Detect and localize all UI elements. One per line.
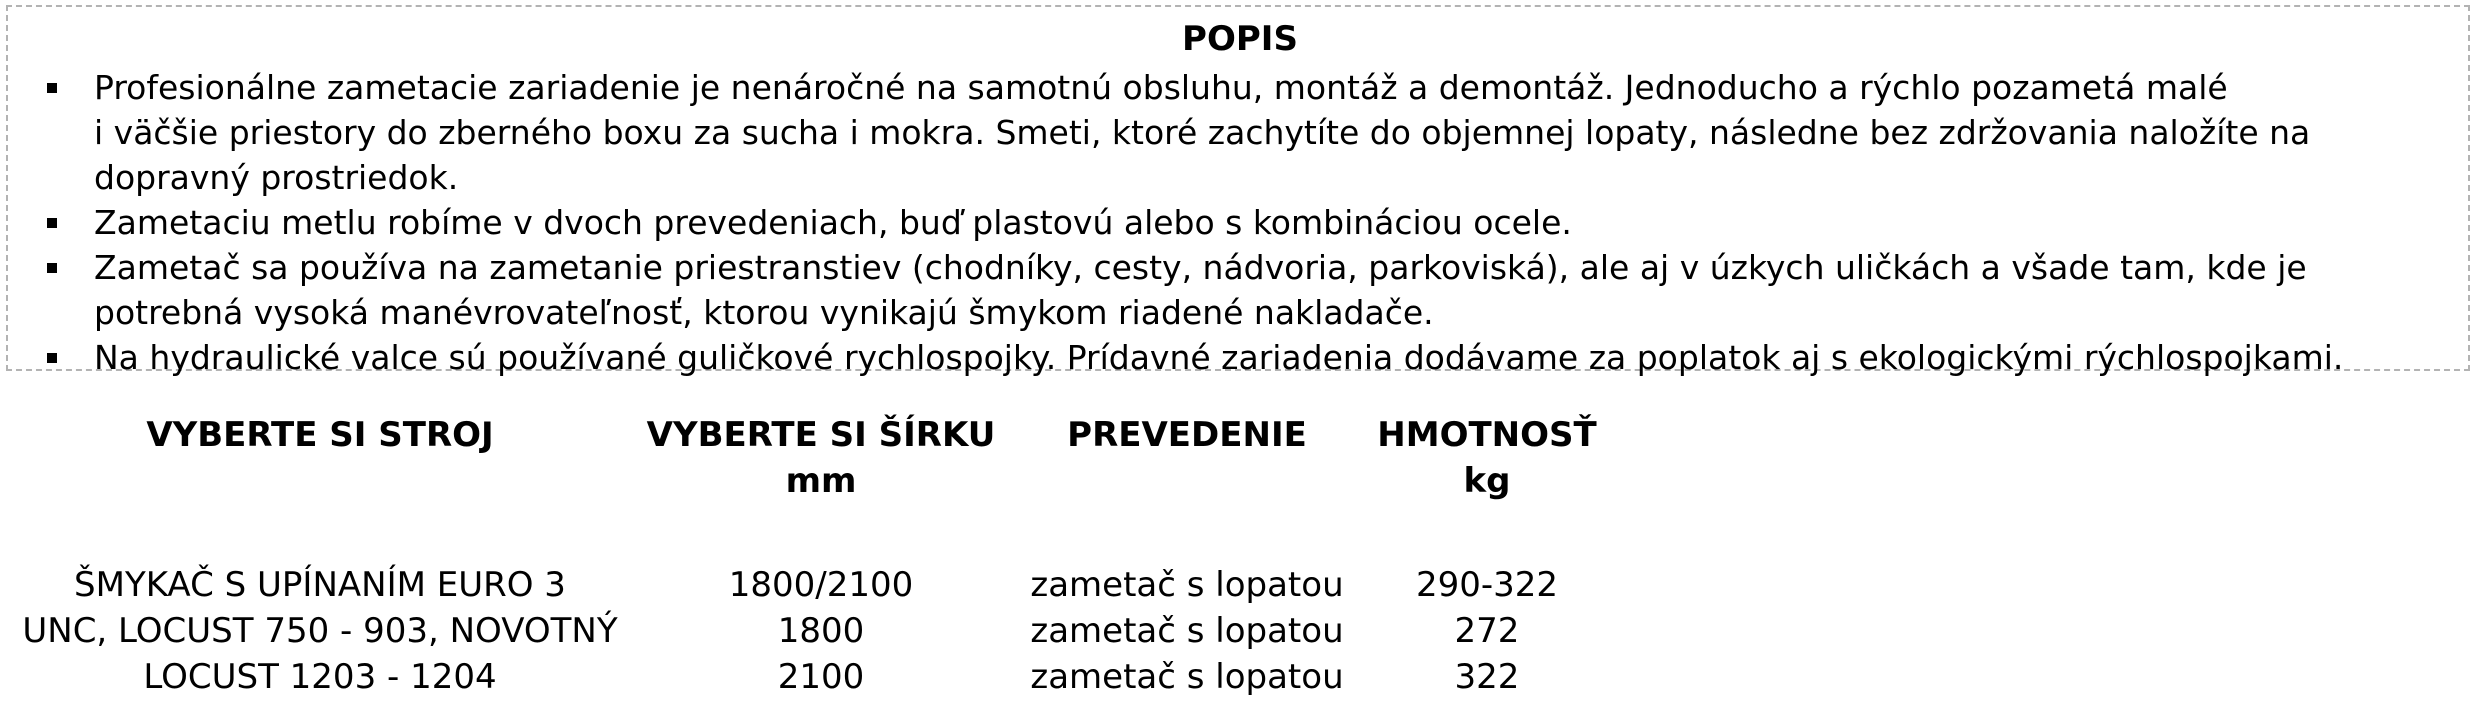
bullet-icon: [47, 83, 57, 93]
header-prevedenie-label: PREVEDENIE: [1067, 415, 1307, 455]
cell-hmotnost: 290-322: [1415, 565, 1559, 605]
header-hmotnost-unit: kg: [1463, 461, 1511, 501]
header-sirka-label: VYBERTE SI ŠÍRKU: [646, 415, 996, 455]
bullet-icon: [47, 353, 57, 363]
description-line: Zametač sa používa na zametanie priestranstiev (chodníky, cesty, nádvoria, parkoviská), ale aj v úzkych uličkách a všade tam, kde je: [94, 248, 2307, 287]
table-row: [0, 654, 1602, 700]
header-stroj-label: VYBERTE SI STROJ: [146, 415, 494, 455]
description-item: [8, 245, 2468, 335]
description-item: [8, 65, 2468, 200]
description-box: [6, 5, 2470, 377]
cell-stroj: LOCUST 1203 - 1204: [143, 657, 497, 697]
cell-hmotnost: 322: [1454, 657, 1520, 697]
table-row: [0, 608, 1602, 654]
description-line: Profesionálne zametacie zariadenie je nenáročné na samotnú obsluhu, montáž a demontáž. Jednoducho a rýchlo pozametá malé: [94, 68, 2228, 107]
cell-hmotnost: 272: [1454, 611, 1520, 651]
description-line: dopravný prostriedok.: [94, 158, 459, 197]
cell-stroj: UNC, LOCUST 750 - 903, NOVOTNÝ: [22, 611, 618, 651]
header-sirka: [640, 412, 1002, 562]
cell-prevedenie: zametač s lopatou: [1030, 611, 1344, 651]
header-hmotnost-label: HMOTNOSŤ: [1377, 415, 1597, 455]
cell-stroj: ŠMYKAČ S UPÍNANÍM EURO 3: [74, 565, 566, 605]
header-stroj: [0, 412, 640, 562]
bullet-icon: [47, 263, 57, 273]
description-item: [8, 335, 2468, 380]
table-row: [0, 562, 1602, 608]
description-line: Zametaciu metlu robíme v dvoch prevedeniach, buď plastovú alebo s kombináciou ocele.: [94, 203, 1572, 242]
cell-prevedenie: zametač s lopatou: [1030, 657, 1344, 697]
cell-sirka: 1800: [777, 611, 865, 651]
cell-sirka: 2100: [777, 657, 865, 697]
spec-table: [0, 412, 1602, 700]
cell-sirka: 1800/2100: [728, 565, 914, 605]
cell-prevedenie: zametač s lopatou: [1030, 565, 1344, 605]
description-list: [8, 65, 2468, 380]
description-line: i väčšie priestory do zberného boxu za sucha i mokra. Smeti, ktoré zachytíte do objemnej lopaty, následne bez zdržovania naložíte na: [94, 113, 2311, 152]
bullet-icon: [47, 218, 57, 228]
description-item: [8, 200, 2468, 245]
description-title: POPIS: [1182, 19, 1298, 59]
description-line: potrebná vysoká manévrovateľnosť, ktorou vynikajú šmykom riadené nakladače.: [94, 293, 1434, 332]
header-hmotnost: [1372, 412, 1602, 562]
header-prevedenie: [1002, 412, 1372, 562]
table-header-row: [0, 412, 1602, 562]
description-line: Na hydraulické valce sú používané guličkové rychlospojky. Prídavné zariadenia dodávame za poplatok aj s ekologickými rýchlospojkami.: [94, 338, 2344, 377]
header-sirka-unit: mm: [785, 461, 857, 501]
